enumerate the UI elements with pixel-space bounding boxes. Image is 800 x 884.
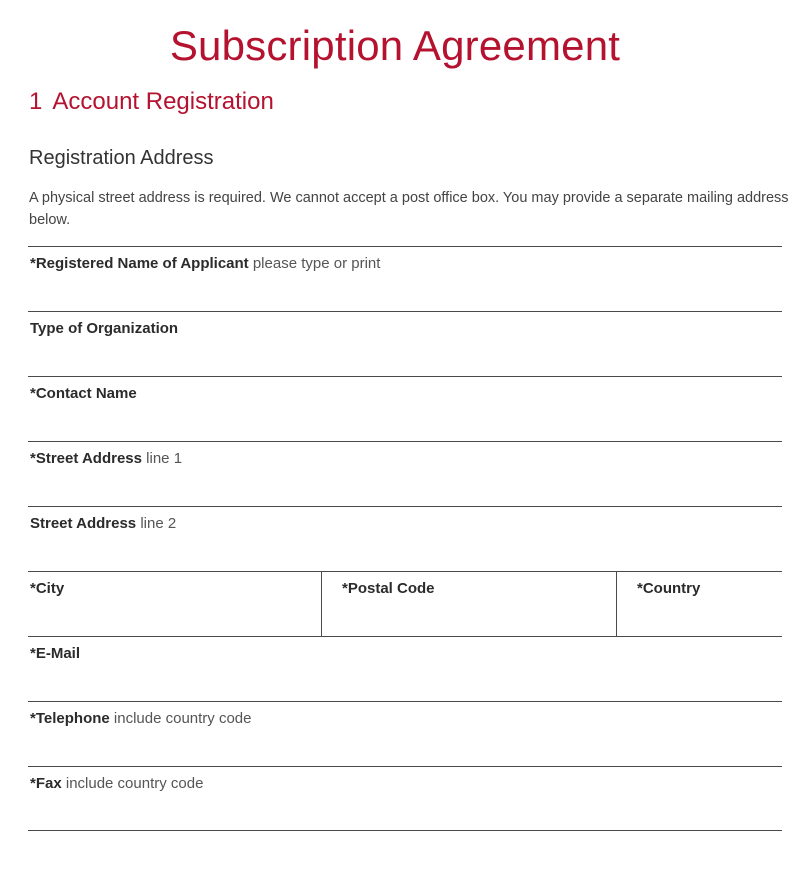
registration-form (28, 246, 782, 831)
fax-label: *Fax (30, 775, 62, 792)
organization-type-input[interactable] (28, 338, 782, 374)
country-label: *Country (637, 580, 701, 597)
contact-name-label: *Contact Name (30, 385, 137, 402)
street-address-2-label: Street Address (30, 515, 137, 532)
section-heading (29, 88, 274, 116)
city-field[interactable] (28, 572, 322, 636)
telephone-hint: include country code (113, 710, 252, 727)
fax-hint: include country code (65, 775, 204, 792)
country-input[interactable] (617, 598, 782, 634)
registered-name-field[interactable] (28, 246, 782, 311)
contact-name-input[interactable] (28, 403, 782, 439)
city-input[interactable] (28, 598, 321, 634)
contact-name-field[interactable] (28, 376, 782, 441)
street-address-1-label: *Street Address (30, 450, 142, 467)
fax-field[interactable] (28, 766, 782, 831)
city-postal-country-row (28, 571, 782, 636)
telephone-input[interactable] (28, 728, 782, 764)
email-field[interactable] (28, 636, 782, 701)
section-number: 1 (29, 88, 43, 115)
street-address-1-hint: line 1 (146, 450, 183, 467)
street-address-2-field[interactable] (28, 506, 782, 571)
street-address-2-input[interactable] (28, 533, 782, 569)
postal-code-label: *Postal Code (342, 580, 435, 597)
organization-type-label: Type of Organization (30, 320, 179, 337)
email-input[interactable] (28, 663, 782, 699)
email-label: *E-Mail (30, 645, 81, 662)
street-address-1-field[interactable] (28, 441, 782, 506)
organization-type-field[interactable] (28, 311, 782, 376)
registration-address-heading: Registration Address (29, 147, 214, 169)
registered-name-label: *Registered Name of Applicant (30, 255, 249, 272)
address-note: A physical street address is required. We cannot accept a post office box. You may provide a separate mailing address below. (29, 190, 789, 228)
postal-code-field[interactable] (322, 572, 617, 636)
street-address-2-hint: line 2 (140, 515, 177, 532)
registered-name-input[interactable] (28, 273, 782, 309)
street-address-1-input[interactable] (28, 468, 782, 504)
postal-code-input[interactable] (322, 598, 616, 634)
country-field[interactable] (617, 572, 782, 636)
telephone-field[interactable] (28, 701, 782, 766)
city-label: *City (30, 580, 65, 597)
fax-input[interactable] (28, 793, 782, 828)
registered-name-hint: please type or print (252, 255, 381, 272)
telephone-label: *Telephone (30, 710, 110, 727)
section-title: Account Registration (52, 88, 274, 115)
page-title: Subscription Agreement (169, 22, 621, 69)
